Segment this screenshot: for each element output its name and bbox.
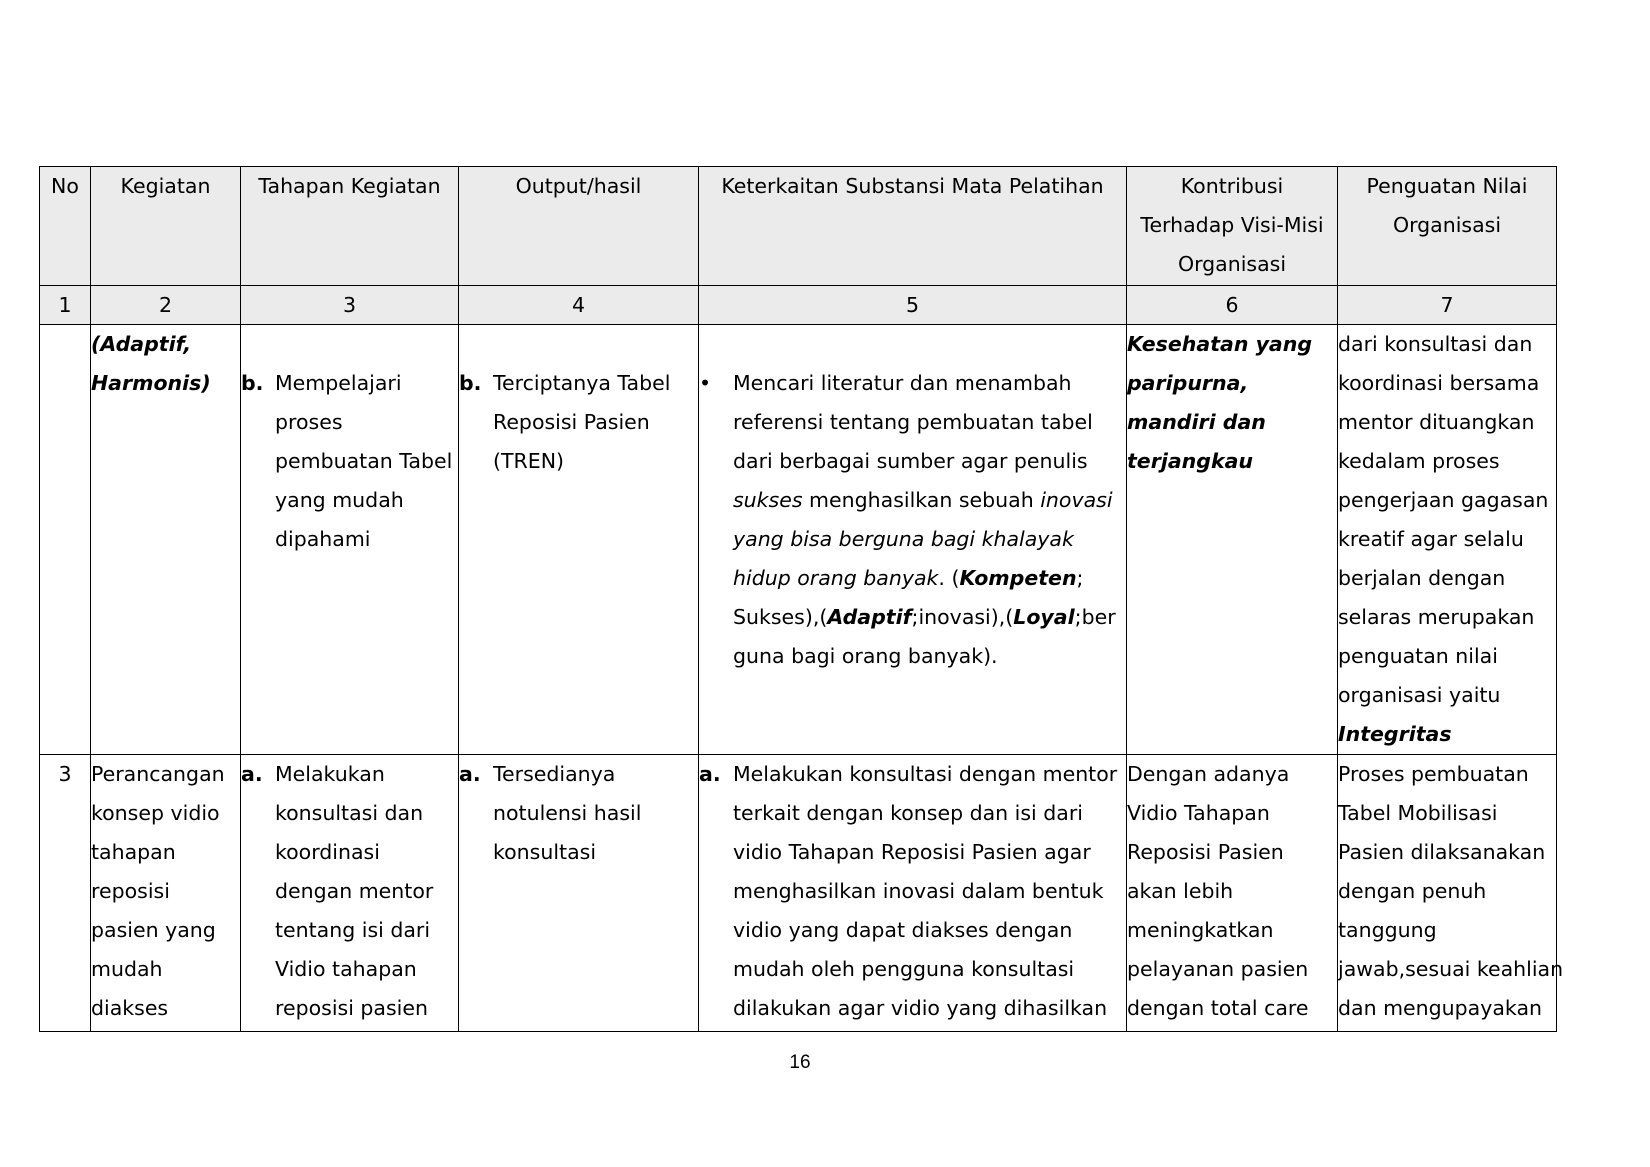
kontribusi-line: dengan total care xyxy=(1127,996,1309,1020)
penguatan-line: kreatif agar selalu xyxy=(1338,527,1524,551)
table-row xyxy=(40,325,1557,755)
tahapan-line: Vidio tahapan xyxy=(275,957,417,981)
header-tahapan: Tahapan Kegiatan xyxy=(241,167,459,286)
kontribusi-cell xyxy=(1127,755,1338,1032)
bold-text: Adaptif xyxy=(827,605,912,629)
keterkaitan-line: menghasilkan inovasi dalam bentuk xyxy=(733,879,1104,903)
penguatan-line: dari konsultasi dan xyxy=(1338,332,1533,356)
penguatan-line: jawab,sesuai keahlian xyxy=(1338,957,1564,981)
keterkaitan-line: dilakukan agar vidio yang dihasilkan xyxy=(733,996,1108,1020)
header-kontribusi-line: Kontribusi xyxy=(1180,174,1284,198)
header-kegiatan: Kegiatan xyxy=(91,167,241,286)
column-number-row xyxy=(40,286,1557,325)
kegiatan-line: pasien yang xyxy=(91,918,216,942)
keterkaitan-line: dari berbagai sumber agar penulis xyxy=(733,449,1088,473)
penguatan-line: penguatan nilai xyxy=(1338,644,1498,668)
text: . ( xyxy=(938,566,960,590)
penguatan-line: kedalam proses xyxy=(1338,449,1500,473)
kegiatan-line: reposisi xyxy=(91,879,170,903)
text: Sukses),( xyxy=(733,605,828,629)
keterkaitan-line: Mencari literatur dan menambah xyxy=(733,371,1072,395)
keterkaitan-line xyxy=(733,559,1126,598)
penguatan-cell xyxy=(1338,755,1564,1032)
column-number: 3 xyxy=(241,286,459,325)
tahapan-line: Melakukan xyxy=(275,762,385,786)
column-number: 1 xyxy=(40,286,91,325)
list-marker: b. xyxy=(459,371,482,395)
header-penguatan-line: Organisasi xyxy=(1392,213,1502,237)
kegiatan-line: Harmonis) xyxy=(91,371,211,395)
kontribusi-line: pelayanan pasien xyxy=(1127,957,1309,981)
tahapan-line: koordinasi xyxy=(275,840,380,864)
tahapan-cell xyxy=(241,325,459,755)
italic-text: sukses xyxy=(733,488,803,512)
keterkaitan-line: vidio Tahapan Reposisi Pasien agar xyxy=(733,840,1091,864)
penguatan-line: Pasien dilaksanakan xyxy=(1338,840,1546,864)
bullet-marker: • xyxy=(699,371,712,395)
tahapan-line: yang mudah xyxy=(275,488,404,512)
keterkaitan-line: vidio yang dapat diakses dengan xyxy=(733,918,1073,942)
tahapan-line: pembuatan Tabel xyxy=(275,449,453,473)
keterkaitan-line xyxy=(733,481,1126,520)
penguatan-line: pengerjaan gagasan xyxy=(1338,488,1549,512)
kegiatan-line: (Adaptif, xyxy=(91,332,192,356)
keterkaitan-line: referensi tentang pembuatan tabel xyxy=(733,410,1093,434)
row-no: 3 xyxy=(40,755,91,1032)
list-item xyxy=(699,755,1126,1028)
keterkaitan-line: guna bagi orang banyak). xyxy=(733,644,998,668)
kontribusi-line: akan lebih xyxy=(1127,879,1234,903)
penguatan-line: Tabel Mobilisasi xyxy=(1338,801,1498,825)
output-line: Tersedianya xyxy=(493,762,616,786)
bold-text: Loyal xyxy=(1013,605,1075,629)
header-kontribusi xyxy=(1127,167,1338,286)
tahapan-line: dengan mentor xyxy=(275,879,434,903)
kegiatan-line: Perancangan xyxy=(91,762,225,786)
penguatan-line: selaras merupakan xyxy=(1338,605,1535,629)
penguatan-line: koordinasi bersama xyxy=(1338,371,1540,395)
text: ; xyxy=(1076,566,1084,590)
keterkaitan-line: terkait dengan konsep dan isi dari xyxy=(733,801,1083,825)
tahapan-line: tentang isi dari xyxy=(275,918,431,942)
kegiatan-line: tahapan xyxy=(91,840,176,864)
keterkaitan-line: mudah oleh pengguna konsultasi xyxy=(733,957,1075,981)
list-marker: a. xyxy=(699,762,721,786)
kegiatan-line: konsep vidio xyxy=(91,801,220,825)
header-kontribusi-line: Terhadap Visi-Misi xyxy=(1140,213,1324,237)
list-marker: a. xyxy=(459,762,481,786)
header-penguatan xyxy=(1338,167,1557,286)
header-row xyxy=(40,167,1557,286)
text: ;ber xyxy=(1074,605,1116,629)
penguatan-line: dengan penuh xyxy=(1338,879,1487,903)
kontribusi-line: Kesehatan yang xyxy=(1127,332,1313,356)
tahapan-line: reposisi pasien xyxy=(275,996,428,1020)
header-output: Output/hasil xyxy=(459,167,699,286)
page-number: 16 xyxy=(789,1052,811,1073)
column-number: 4 xyxy=(459,286,699,325)
column-number: 6 xyxy=(1127,286,1338,325)
output-line: notulensi hasil xyxy=(493,801,642,825)
keterkaitan-line: yang bisa berguna bagi khalayak xyxy=(733,527,1074,551)
penguatan-line: tanggung xyxy=(1338,918,1437,942)
activity-table xyxy=(39,166,1564,1032)
bold-text: Kompeten xyxy=(959,566,1077,590)
list-item xyxy=(241,364,458,559)
kontribusi-line: Dengan adanya xyxy=(1127,762,1290,786)
header-no: No xyxy=(40,167,91,286)
header-keterkaitan: Keterkaitan Substansi Mata Pelatihan xyxy=(699,167,1127,286)
kontribusi-line: paripurna, xyxy=(1127,371,1249,395)
kontribusi-line: mandiri dan xyxy=(1127,410,1266,434)
italic-text: inovasi xyxy=(1040,488,1113,512)
text: menghasilkan sebuah xyxy=(802,488,1041,512)
output-line: Reposisi Pasien xyxy=(493,410,650,434)
list-marker: a. xyxy=(241,762,263,786)
list-item xyxy=(459,364,698,481)
output-cell xyxy=(459,325,699,755)
penguatan-line: Proses pembuatan xyxy=(1338,762,1529,786)
row-no xyxy=(40,325,91,755)
tahapan-line: dipahami xyxy=(275,527,371,551)
tahapan-line: Mempelajari xyxy=(275,371,402,395)
tahapan-line: konsultasi dan xyxy=(275,801,424,825)
list-marker: b. xyxy=(241,371,264,395)
penguatan-line: dan mengupayakan xyxy=(1338,996,1542,1020)
table-row xyxy=(40,755,1557,1032)
kontribusi-line: Reposisi Pasien xyxy=(1127,840,1284,864)
keterkaitan-cell xyxy=(699,755,1127,1032)
header-penguatan-line: Penguatan Nilai xyxy=(1366,174,1528,198)
kontribusi-line: meningkatkan xyxy=(1127,918,1274,942)
output-line: konsultasi xyxy=(493,840,597,864)
kontribusi-line: Vidio Tahapan xyxy=(1127,801,1270,825)
keterkaitan-line: Melakukan konsultasi dengan mentor xyxy=(733,762,1118,786)
column-number: 5 xyxy=(699,286,1127,325)
tahapan-cell xyxy=(241,755,459,1032)
keterkaitan-line xyxy=(733,598,1126,637)
list-item xyxy=(699,364,1126,676)
kegiatan-cell xyxy=(91,755,241,1032)
output-line: Terciptanya Tabel xyxy=(493,371,671,395)
italic-text: hidup orang banyak xyxy=(733,566,939,590)
penguatan-cell xyxy=(1338,325,1557,755)
column-number: 7 xyxy=(1338,286,1557,325)
header-kontribusi-line: Organisasi xyxy=(1177,252,1287,276)
output-cell xyxy=(459,755,699,1032)
kontribusi-line: terjangkau xyxy=(1127,449,1254,473)
list-item xyxy=(459,755,698,872)
penguatan-line: mentor dituangkan xyxy=(1338,410,1535,434)
kegiatan-line: diakses xyxy=(91,996,169,1020)
penguatan-line: organisasi yaitu xyxy=(1338,683,1501,707)
kontribusi-cell xyxy=(1127,325,1338,755)
penguatan-line: Integritas xyxy=(1338,722,1452,746)
tahapan-line: proses xyxy=(275,410,343,434)
keterkaitan-cell xyxy=(699,325,1127,755)
text: ;inovasi),( xyxy=(911,605,1014,629)
kegiatan-line: mudah xyxy=(91,957,163,981)
column-number: 2 xyxy=(91,286,241,325)
penguatan-line: berjalan dengan xyxy=(1338,566,1506,590)
list-item xyxy=(241,755,458,1028)
kegiatan-cell xyxy=(91,325,241,755)
output-line: (TREN) xyxy=(493,449,565,473)
